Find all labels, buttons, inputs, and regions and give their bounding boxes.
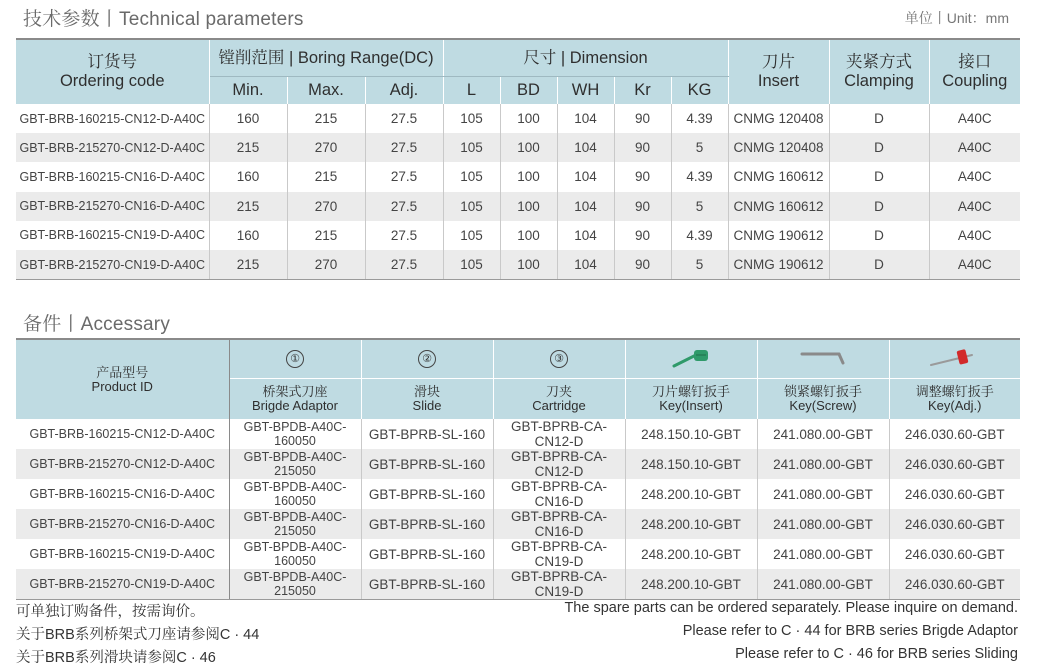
cell-key-adj: 246.030.60-GBT [904,486,1005,502]
cell-key-screw: 241.080.00-GBT [757,449,889,479]
header-key-adj [889,379,1020,420]
unit-label: 单位丨Unit：mm [904,10,1009,26]
cell-key-screw: 241.080.00-GBT [757,479,889,509]
cell-insert: CNMG 160612 [728,192,829,221]
header-item-2 [361,339,493,379]
cell-kg: 4.39 [671,221,728,250]
cell-adj: 27.5 [365,133,443,162]
header-dimension: 尺寸 | Dimension [443,39,728,77]
cell-adj: 27.5 [365,162,443,191]
cell-max: 215 [287,104,365,133]
cell-cartridge: GBT-BPRB-CA-CN16-D [493,509,625,539]
cell-insert: CNMG 120408 [728,133,829,162]
header-ordering-code [16,39,209,104]
cell-kg: 5 [671,250,728,280]
note-left-2: 关于BRB系列桥架式刀座请参阅C · 44 [16,627,260,643]
cell-max: 215 [287,162,365,191]
header-key-insert-cn: 刀片螺钉扳手 [651,384,730,399]
cell-clamping: D [829,104,929,133]
cell-adaptor: GBT-BPDB-A40C-215050 [229,509,361,539]
cell-kr: 90 [614,104,671,133]
header-cartridge [493,379,625,420]
cell-insert: CNMG 120408 [728,104,829,133]
header-boring-range: 镗削范围 | Boring Range(DC) [209,39,443,77]
cell-key-screw: 241.080.00-GBT [757,419,889,449]
note-right-1: The spare parts can be ordered separately. Please inquire on demand. [564,600,1018,616]
cell-min: 160 [209,221,287,250]
cell-key-insert: 248.200.10-GBT [625,569,757,600]
header-ordering-cn: 订货号 [87,53,137,71]
table-row [16,569,1020,600]
table-row [16,509,1020,539]
header-adj: Adj. [365,77,443,105]
cell-l: 105 [443,162,500,191]
accessory-table [16,338,1020,600]
cell-kr: 90 [614,133,671,162]
header-insert-en: Insert [757,72,800,90]
header-slide-en: Slide [412,398,442,413]
header-min: Min. [209,77,287,105]
accessory-section-title: 备件丨Accessary [23,314,171,335]
cell-adj: 27.5 [365,250,443,280]
header-insert-cn: 刀片 [762,53,796,71]
cell-key-screw: 241.080.00-GBT [757,539,889,569]
header-coupling-cn: 接口 [958,53,992,71]
cell-adaptor: GBT-BPDB-A40C-160050 [229,539,361,569]
cell-key-insert: 248.200.10-GBT [625,539,757,569]
cell-adaptor: GBT-BPDB-A40C-215050 [229,449,361,479]
cell-kg: 4.39 [671,162,728,191]
cell-kr: 90 [614,221,671,250]
cell-bd: 100 [500,162,557,191]
header-product-id [16,339,229,419]
cell-kr: 90 [614,250,671,280]
header-key-adj-icon-cell [889,339,1020,379]
cell-product: GBT-BRB-160215-CN19-D-A40C [16,539,229,569]
cell-insert: CNMG 190612 [728,221,829,250]
table-row [16,449,1020,479]
cell-coupling: A40C [957,111,992,127]
number-3-marker: ③ [550,350,568,368]
header-l: L [443,77,500,105]
cell-slide: GBT-BPRB-SL-160 [361,509,493,539]
header-product-en: Product ID [91,378,153,394]
header-key-screw-icon-cell [757,339,889,379]
cell-code: GBT-BRB-215270-CN16-D-A40C [16,192,209,221]
cell-coupling: A40C [929,192,1020,221]
cell-adaptor: GBT-BPDB-A40C-160050 [229,419,361,449]
cell-min: 160 [209,104,287,133]
cell-max: 270 [287,133,365,162]
cell-kr: 90 [614,162,671,191]
cell-clamping: D [829,250,929,280]
cell-l: 105 [443,104,500,133]
adjust-key-icon [928,347,982,369]
cell-wh: 104 [557,250,614,280]
header-product-cn: 产品型号 [96,364,149,380]
header-key-insert-en: Key(Insert) [659,398,723,413]
cell-bd: 100 [500,104,557,133]
cell-key-screw: 241.080.00-GBT [757,509,889,539]
cell-key-insert: 248.200.10-GBT [625,479,757,509]
cell-max: 270 [287,192,365,221]
cell-slide: GBT-BPRB-SL-160 [361,479,493,509]
cell-min: 215 [209,250,287,280]
header-bd: BD [500,77,557,105]
header-bridge-adaptor [229,379,361,420]
header-clamping [829,39,929,104]
header-slide [361,379,493,420]
cell-cartridge: GBT-BPRB-CA-CN12-D [493,449,625,479]
cell-wh: 104 [557,221,614,250]
cell-insert: CNMG 160612 [728,162,829,191]
number-2-marker: ② [418,350,436,368]
header-key-adj-cn: 调整螺钉扳手 [915,384,994,399]
table-row [16,419,1020,449]
cell-clamping: D [829,162,929,191]
header-cartridge-cn: 刀夹 [545,384,572,399]
cell-slide: GBT-BPRB-SL-160 [361,539,493,569]
table-row [16,162,1020,191]
cell-clamping: D [829,133,929,162]
header-coupling [929,39,1020,104]
cell-coupling: A40C [957,227,992,243]
cell-slide: GBT-BPRB-SL-160 [361,449,493,479]
cell-key-screw: 241.080.00-GBT [757,569,889,600]
cell-cartridge: GBT-BPRB-CA-CN19-D [493,569,625,600]
cell-insert: CNMG 190612 [728,250,829,280]
table-row [16,221,1020,250]
cell-l: 105 [443,133,500,162]
cell-adj: 27.5 [365,192,443,221]
cell-wh: 104 [557,104,614,133]
cell-coupling: A40C [929,250,1020,280]
number-1-marker: ① [286,350,304,368]
cell-product: GBT-BRB-215270-CN19-D-A40C [16,569,229,600]
technical-parameters-table [16,38,1020,280]
cell-max: 270 [287,250,365,280]
cell-key-adj: 246.030.60-GBT [904,426,1005,442]
cell-min: 215 [209,133,287,162]
cell-key-adj: 246.030.60-GBT [889,449,1020,479]
cell-wh: 104 [557,192,614,221]
cell-wh: 104 [557,162,614,191]
header-ordering-en: Ordering code [59,72,165,90]
header-key-adj-en: Key(Adj.) [928,398,982,413]
note-left-3: 关于BRB系列滑块请参阅C · 46 [16,650,216,666]
cell-key-insert: 248.150.10-GBT [625,449,757,479]
cell-max: 215 [287,221,365,250]
cell-code: GBT-BRB-160215-CN16-D-A40C [16,162,209,191]
cell-bd: 100 [500,250,557,280]
cell-cartridge: GBT-BPRB-CA-CN19-D [493,539,625,569]
cell-l: 105 [443,192,500,221]
header-key-insert-icon-cell [625,339,757,379]
cell-adj: 27.5 [365,104,443,133]
cell-bd: 100 [500,221,557,250]
cell-coupling: A40C [957,169,992,185]
header-item-3 [493,339,625,379]
cell-clamping: D [829,221,929,250]
table-row [16,479,1020,509]
cell-key-adj: 246.030.60-GBT [904,546,1005,562]
cell-code: GBT-BRB-160215-CN12-D-A40C [16,104,209,133]
cell-wh: 104 [557,133,614,162]
header-adaptor-en: Brigde Adaptor [251,398,338,413]
cell-kr: 90 [614,192,671,221]
header-insert [728,39,829,104]
cell-min: 160 [209,162,287,191]
cell-cartridge: GBT-BPRB-CA-CN12-D [493,419,625,449]
cell-l: 105 [443,250,500,280]
header-clamping-cn: 夹紧方式 [846,53,913,71]
header-cartridge-en: Cartridge [532,398,586,413]
note-right-2: Please refer to C · 44 for BRB series Brigde Adaptor [682,623,1018,639]
cell-slide: GBT-BPRB-SL-160 [361,569,493,600]
cell-product: GBT-BRB-160215-CN16-D-A40C [16,479,229,509]
cell-adj: 27.5 [365,221,443,250]
note-left-1: 可单独订购备件，按需询价。 [16,604,205,620]
table-row [16,250,1020,280]
header-kr: Kr [614,77,671,105]
cell-code: GBT-BRB-160215-CN19-D-A40C [16,221,209,250]
header-slide-cn: 滑块 [413,384,440,399]
cell-code: GBT-BRB-215270-CN12-D-A40C [16,133,209,162]
cell-slide: GBT-BPRB-SL-160 [361,419,493,449]
tech-section-title: 技术参数丨Technical parameters [23,9,304,30]
cell-key-adj: 246.030.60-GBT [889,569,1020,600]
table-row [16,104,1020,133]
header-key-screw [757,379,889,420]
note-right-3: Please refer to C · 46 for BRB series Sliding [735,646,1018,662]
cell-kg: 4.39 [671,104,728,133]
torx-key-icon [670,346,712,370]
cell-product: GBT-BRB-215270-CN16-D-A40C [16,509,229,539]
table-row [16,192,1020,221]
table-row [16,539,1020,569]
cell-coupling: A40C [929,133,1020,162]
cell-adaptor: GBT-BPDB-A40C-215050 [229,569,361,600]
hex-key-icon [799,348,847,368]
cell-clamping: D [829,192,929,221]
header-key-insert [625,379,757,420]
cell-adaptor: GBT-BPDB-A40C-160050 [229,479,361,509]
header-max: Max. [287,77,365,105]
cell-product: GBT-BRB-160215-CN12-D-A40C [16,419,229,449]
header-key-screw-en: Key(Screw) [789,398,857,413]
header-coupling-en: Coupling [942,72,1008,90]
header-key-screw-cn: 锁紧螺钉扳手 [783,384,862,399]
header-adaptor-cn: 桥架式刀座 [262,384,328,399]
header-item-1 [229,339,361,379]
table-row [16,133,1020,162]
header-kg: KG [671,77,728,105]
cell-cartridge: GBT-BPRB-CA-CN16-D [493,479,625,509]
cell-code: GBT-BRB-215270-CN19-D-A40C [16,250,209,280]
cell-key-adj: 246.030.60-GBT [889,509,1020,539]
cell-bd: 100 [500,133,557,162]
cell-kg: 5 [671,133,728,162]
cell-min: 215 [209,192,287,221]
cell-kg: 5 [671,192,728,221]
header-clamping-en: Clamping [844,72,914,90]
cell-l: 105 [443,221,500,250]
header-wh: WH [557,77,614,105]
cell-key-insert: 248.150.10-GBT [625,419,757,449]
cell-bd: 100 [500,192,557,221]
cell-key-insert: 248.200.10-GBT [625,509,757,539]
cell-product: GBT-BRB-215270-CN12-D-A40C [16,449,229,479]
